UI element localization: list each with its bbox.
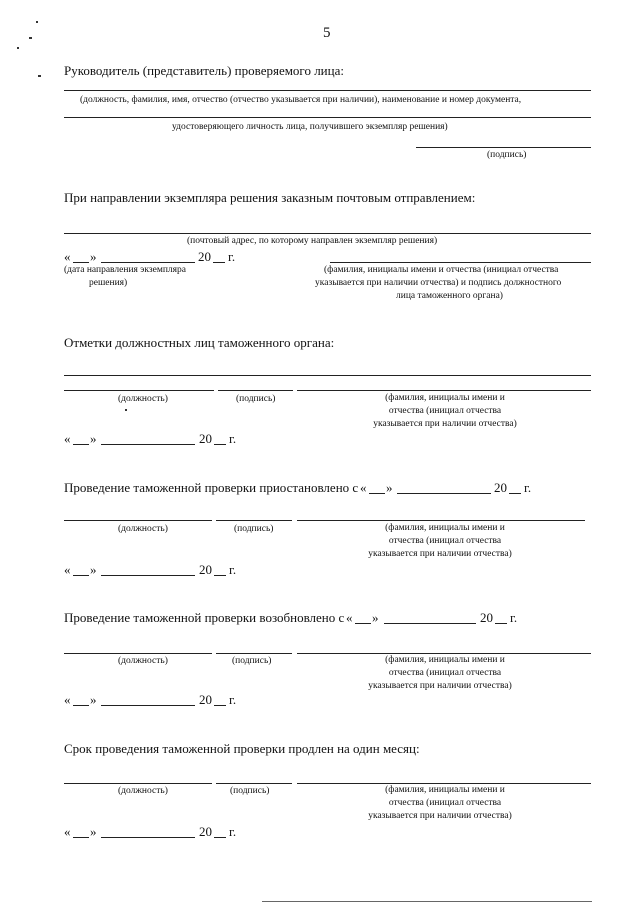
date-caption-1: (дата направления экземпляра (64, 265, 186, 275)
signature-line (216, 783, 292, 784)
signature-caption: (подпись) (230, 786, 270, 796)
fio-caption-2: отчества (инициал отчества (388, 668, 502, 678)
fio-line (297, 653, 591, 654)
year: 20 (199, 692, 212, 707)
year-line (214, 444, 226, 445)
signature-line (216, 653, 292, 654)
suspended-title: Проведение таможенной проверки приостановлено с (64, 480, 359, 495)
date-open: « (64, 249, 71, 264)
year-suffix: г. (510, 610, 518, 625)
month-line (101, 705, 195, 706)
day-line (355, 623, 371, 624)
fill-line (64, 117, 591, 118)
day-line (369, 493, 385, 494)
signature-caption: (подпись) (232, 656, 272, 666)
position-caption: (должность) (118, 394, 168, 404)
date-open: « (64, 431, 71, 446)
year: 20 (480, 610, 493, 625)
year-suffix: г. (228, 249, 236, 264)
fio-caption-3: указывается при наличии отчества) (368, 811, 512, 821)
fio-caption-2: отчества (инициал отчества (388, 406, 502, 416)
officials-title: Отметки должностных лиц таможенного органа: (64, 335, 335, 350)
scan-speck (36, 21, 38, 23)
day-line (73, 705, 89, 706)
scan-speck (17, 47, 19, 49)
month-line (101, 575, 195, 576)
day-line (73, 575, 89, 576)
fio-caption-1: (фамилия, инициалы имени и (385, 523, 505, 533)
fio-line (297, 390, 591, 391)
head-caption-2: удостоверяющего личность лица, получившего экземпляр решения) (172, 122, 448, 132)
fio-caption-3: указывается при наличии отчества) (373, 419, 517, 429)
year: 20 (199, 562, 212, 577)
month-line (101, 444, 195, 445)
date-open: « (64, 562, 71, 577)
date-close: » (90, 824, 97, 839)
fio-caption-1: (фамилия, инициалы имени и (385, 655, 505, 665)
fill-line (64, 90, 591, 91)
fio-caption-3: указывается при наличии отчества) (368, 681, 512, 691)
fio-line (330, 262, 591, 263)
address-caption: (почтовый адрес, по которому направлен экземпляр решения) (187, 236, 438, 246)
year-line (509, 493, 521, 494)
year-line (214, 705, 226, 706)
date-close: » (386, 480, 393, 495)
year-line (214, 837, 226, 838)
year-suffix: г. (524, 480, 532, 495)
address-line (64, 233, 591, 234)
date-close: » (90, 562, 97, 577)
year: 20 (199, 824, 212, 839)
date-open: « (346, 610, 353, 625)
day-line (73, 444, 89, 445)
year-line (495, 623, 507, 624)
month-line (397, 493, 491, 494)
date-close: » (90, 431, 97, 446)
position-line (64, 653, 212, 654)
date-caption-2: решения) (89, 278, 128, 288)
fio-caption-1: (фамилия, инициалы имени и (385, 393, 505, 403)
signature-line (416, 147, 591, 148)
year-line (214, 575, 226, 576)
signature-caption: (подпись) (487, 150, 527, 160)
position-line (64, 390, 214, 391)
scan-edge (262, 901, 592, 902)
scan-speck (29, 37, 32, 39)
fio-caption-3: лица таможенного органа) (396, 291, 503, 301)
month-line (101, 262, 195, 263)
page-number: 5 (323, 25, 331, 41)
signature-caption: (подпись) (236, 394, 276, 404)
year: 20 (199, 431, 212, 446)
day-line (73, 837, 89, 838)
date-open: « (64, 824, 71, 839)
year-suffix: г. (229, 562, 237, 577)
date-close: » (90, 692, 97, 707)
scan-speck (125, 409, 127, 411)
date-open: « (360, 480, 367, 495)
fio-caption-2: отчества (инициал отчества (388, 798, 502, 808)
year: 20 (198, 249, 211, 264)
scan-speck (38, 75, 41, 77)
signature-line (216, 520, 292, 521)
position-caption: (должность) (118, 656, 168, 666)
year-suffix: г. (229, 431, 237, 446)
month-line (384, 623, 476, 624)
position-caption: (должность) (118, 524, 168, 534)
year-suffix: г. (229, 692, 237, 707)
resumed-title: Проведение таможенной проверки возобновлено с (64, 610, 345, 625)
year-line (213, 262, 225, 263)
mail-title: При направлении экземпляра решения заказным почтовым отправлением: (64, 190, 476, 205)
position-caption: (должность) (118, 786, 168, 796)
head-caption-1: (должность, фамилия, имя, отчество (отчество указывается при наличии), наименование и номер документа, (80, 95, 522, 105)
fill-line (64, 375, 591, 376)
fio-caption-2: указывается при наличии отчества) и подпись должностного (315, 278, 562, 288)
date-close: » (90, 249, 97, 264)
position-line (64, 520, 212, 521)
head-title: Руководитель (представитель) проверяемого лица: (64, 63, 344, 78)
position-line (64, 783, 212, 784)
signature-caption: (подпись) (234, 524, 274, 534)
fio-caption-1: (фамилия, инициалы имени и (385, 785, 505, 795)
extended-title: Срок проведения таможенной проверки продлен на один месяц: (64, 741, 420, 756)
year: 20 (494, 480, 507, 495)
fio-line (297, 783, 591, 784)
day-line (73, 262, 89, 263)
date-open: « (64, 692, 71, 707)
signature-line (218, 390, 293, 391)
fio-caption-1: (фамилия, инициалы имени и отчества (инициал отчества (324, 265, 559, 275)
fio-caption-3: указывается при наличии отчества) (368, 549, 512, 559)
fio-line (297, 520, 585, 521)
date-close: » (372, 610, 379, 625)
month-line (101, 837, 195, 838)
year-suffix: г. (229, 824, 237, 839)
fio-caption-2: отчества (инициал отчества (388, 536, 502, 546)
